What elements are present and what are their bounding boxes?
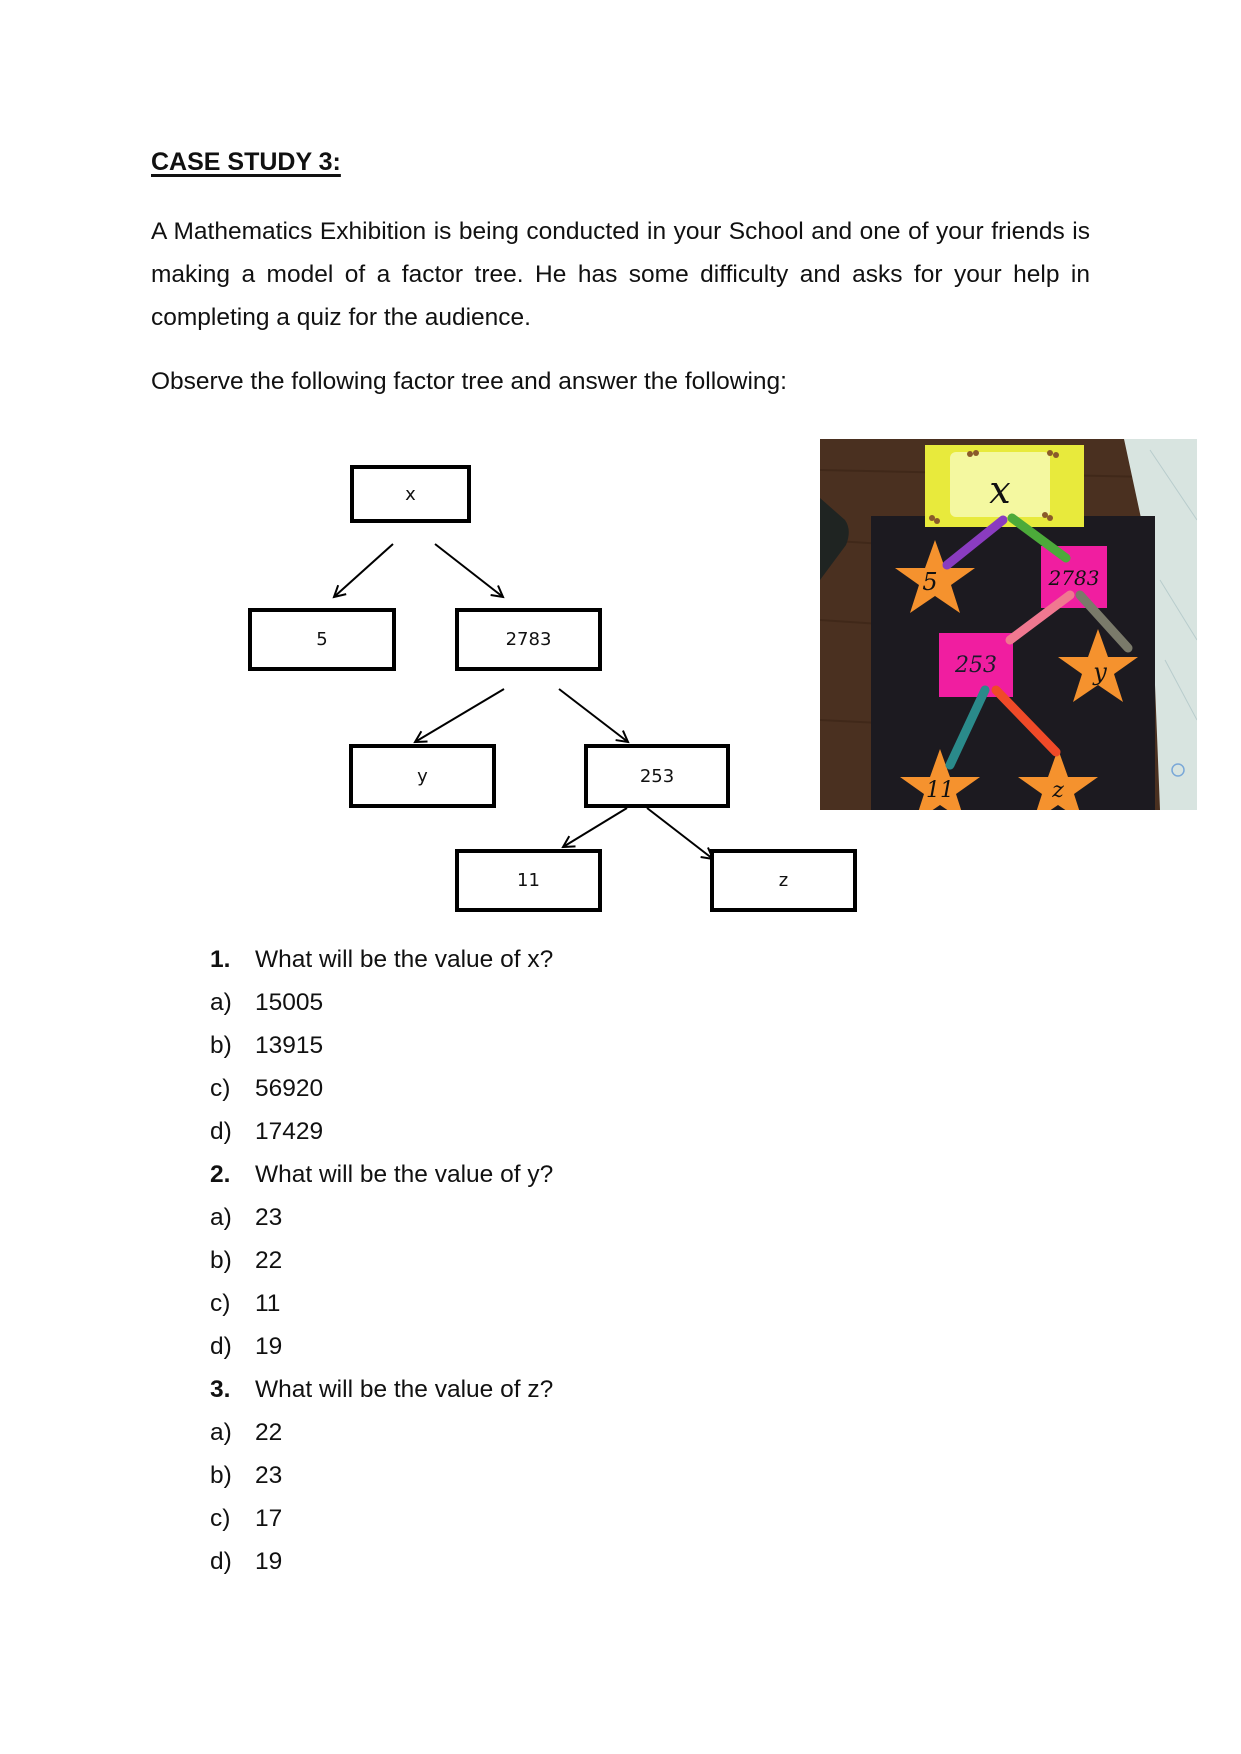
question-text: What will be the value of x? [255,946,554,973]
arrow-x-to-2783 [435,544,503,597]
question-number: 1. [210,946,231,973]
option-value: 11 [255,1290,281,1317]
option-value: 17 [255,1505,283,1532]
option-2c [210,1282,553,1325]
option-value: 22 [255,1247,283,1274]
photo-label-11: 11 [926,778,954,803]
option-label: a) [210,1419,232,1446]
question-number: 3. [210,1376,231,1403]
question-number: 2. [210,1161,231,1188]
tree-node-z-label: z [778,870,789,891]
photo-label-2783: 2783 [1048,566,1100,590]
instruction-text: Observe the following factor tree and answer the following: [151,368,787,395]
option-3b [210,1454,553,1497]
option-3a [210,1411,553,1454]
question-2 [210,1153,553,1196]
photo-label-y: y [1093,658,1107,686]
option-1a [210,981,553,1024]
option-value: 13915 [255,1032,324,1059]
option-value: 23 [255,1462,283,1489]
option-value: 22 [255,1419,283,1446]
option-value: 19 [255,1333,283,1360]
option-label: a) [210,1204,232,1231]
option-3c [210,1497,553,1540]
arrow-253-to-z [647,808,713,859]
photo-label-z: z [1052,778,1064,803]
question-text: What will be the value of z? [255,1376,554,1403]
case-study-heading: CASE STUDY 3: [151,148,341,176]
tree-node-2783-label: 2783 [505,629,552,650]
option-label: a) [210,989,232,1016]
option-label: c) [210,1505,231,1532]
option-label: c) [210,1075,231,1102]
option-value: 56920 [255,1075,324,1102]
tree-node-11-label: 11 [517,870,540,891]
option-label: b) [210,1462,232,1489]
arrow-253-to-11 [563,808,627,847]
tree-node-2783 [455,608,602,671]
tree-node-11 [455,849,602,912]
intro-paragraph: A Mathematics Exhibition is being conducted in your School and one of your friends is making a model of a factor tree. He has some difficulty and asks for your help in completing a quiz for the audience. [151,218,1090,331]
tree-node-5 [248,608,396,671]
tree-node-y-label: y [417,765,428,787]
tree-node-253-label: 253 [639,765,675,787]
question-3 [210,1368,553,1411]
photo-label-253: 253 [955,653,997,678]
quiz-questions [210,938,553,1583]
option-value: 17429 [255,1118,324,1145]
factor-tree-model-photo [820,439,1197,810]
option-label: d) [210,1333,232,1360]
option-3d [210,1540,553,1583]
option-value: 15005 [255,989,324,1016]
question-1 [210,938,553,981]
arrow-2783-to-253 [559,689,628,742]
arrow-x-to-5 [334,544,393,597]
option-2d [210,1325,553,1368]
option-label: c) [210,1290,231,1317]
option-label: b) [210,1247,232,1274]
option-1c [210,1067,553,1110]
option-label: b) [210,1032,232,1059]
tree-node-253 [584,744,730,808]
photo-label-x: x [989,468,1011,512]
tree-node-y [349,744,496,808]
tree-node-z [710,849,857,912]
question-text: What will be the value of y? [255,1161,554,1188]
arrow-2783-to-y [415,689,504,742]
tree-node-x-label: x [405,483,416,505]
model-photo-illustration [820,439,1197,810]
option-label: d) [210,1118,232,1145]
option-label: d) [210,1548,232,1575]
option-2a [210,1196,553,1239]
option-value: 23 [255,1204,283,1231]
option-1b [210,1024,553,1067]
tree-node-x [350,465,471,523]
tree-node-5-label: 5 [316,629,328,650]
option-2b [210,1239,553,1282]
photo-label-5: 5 [922,568,938,596]
option-1d [210,1110,553,1153]
option-value: 19 [255,1548,283,1575]
